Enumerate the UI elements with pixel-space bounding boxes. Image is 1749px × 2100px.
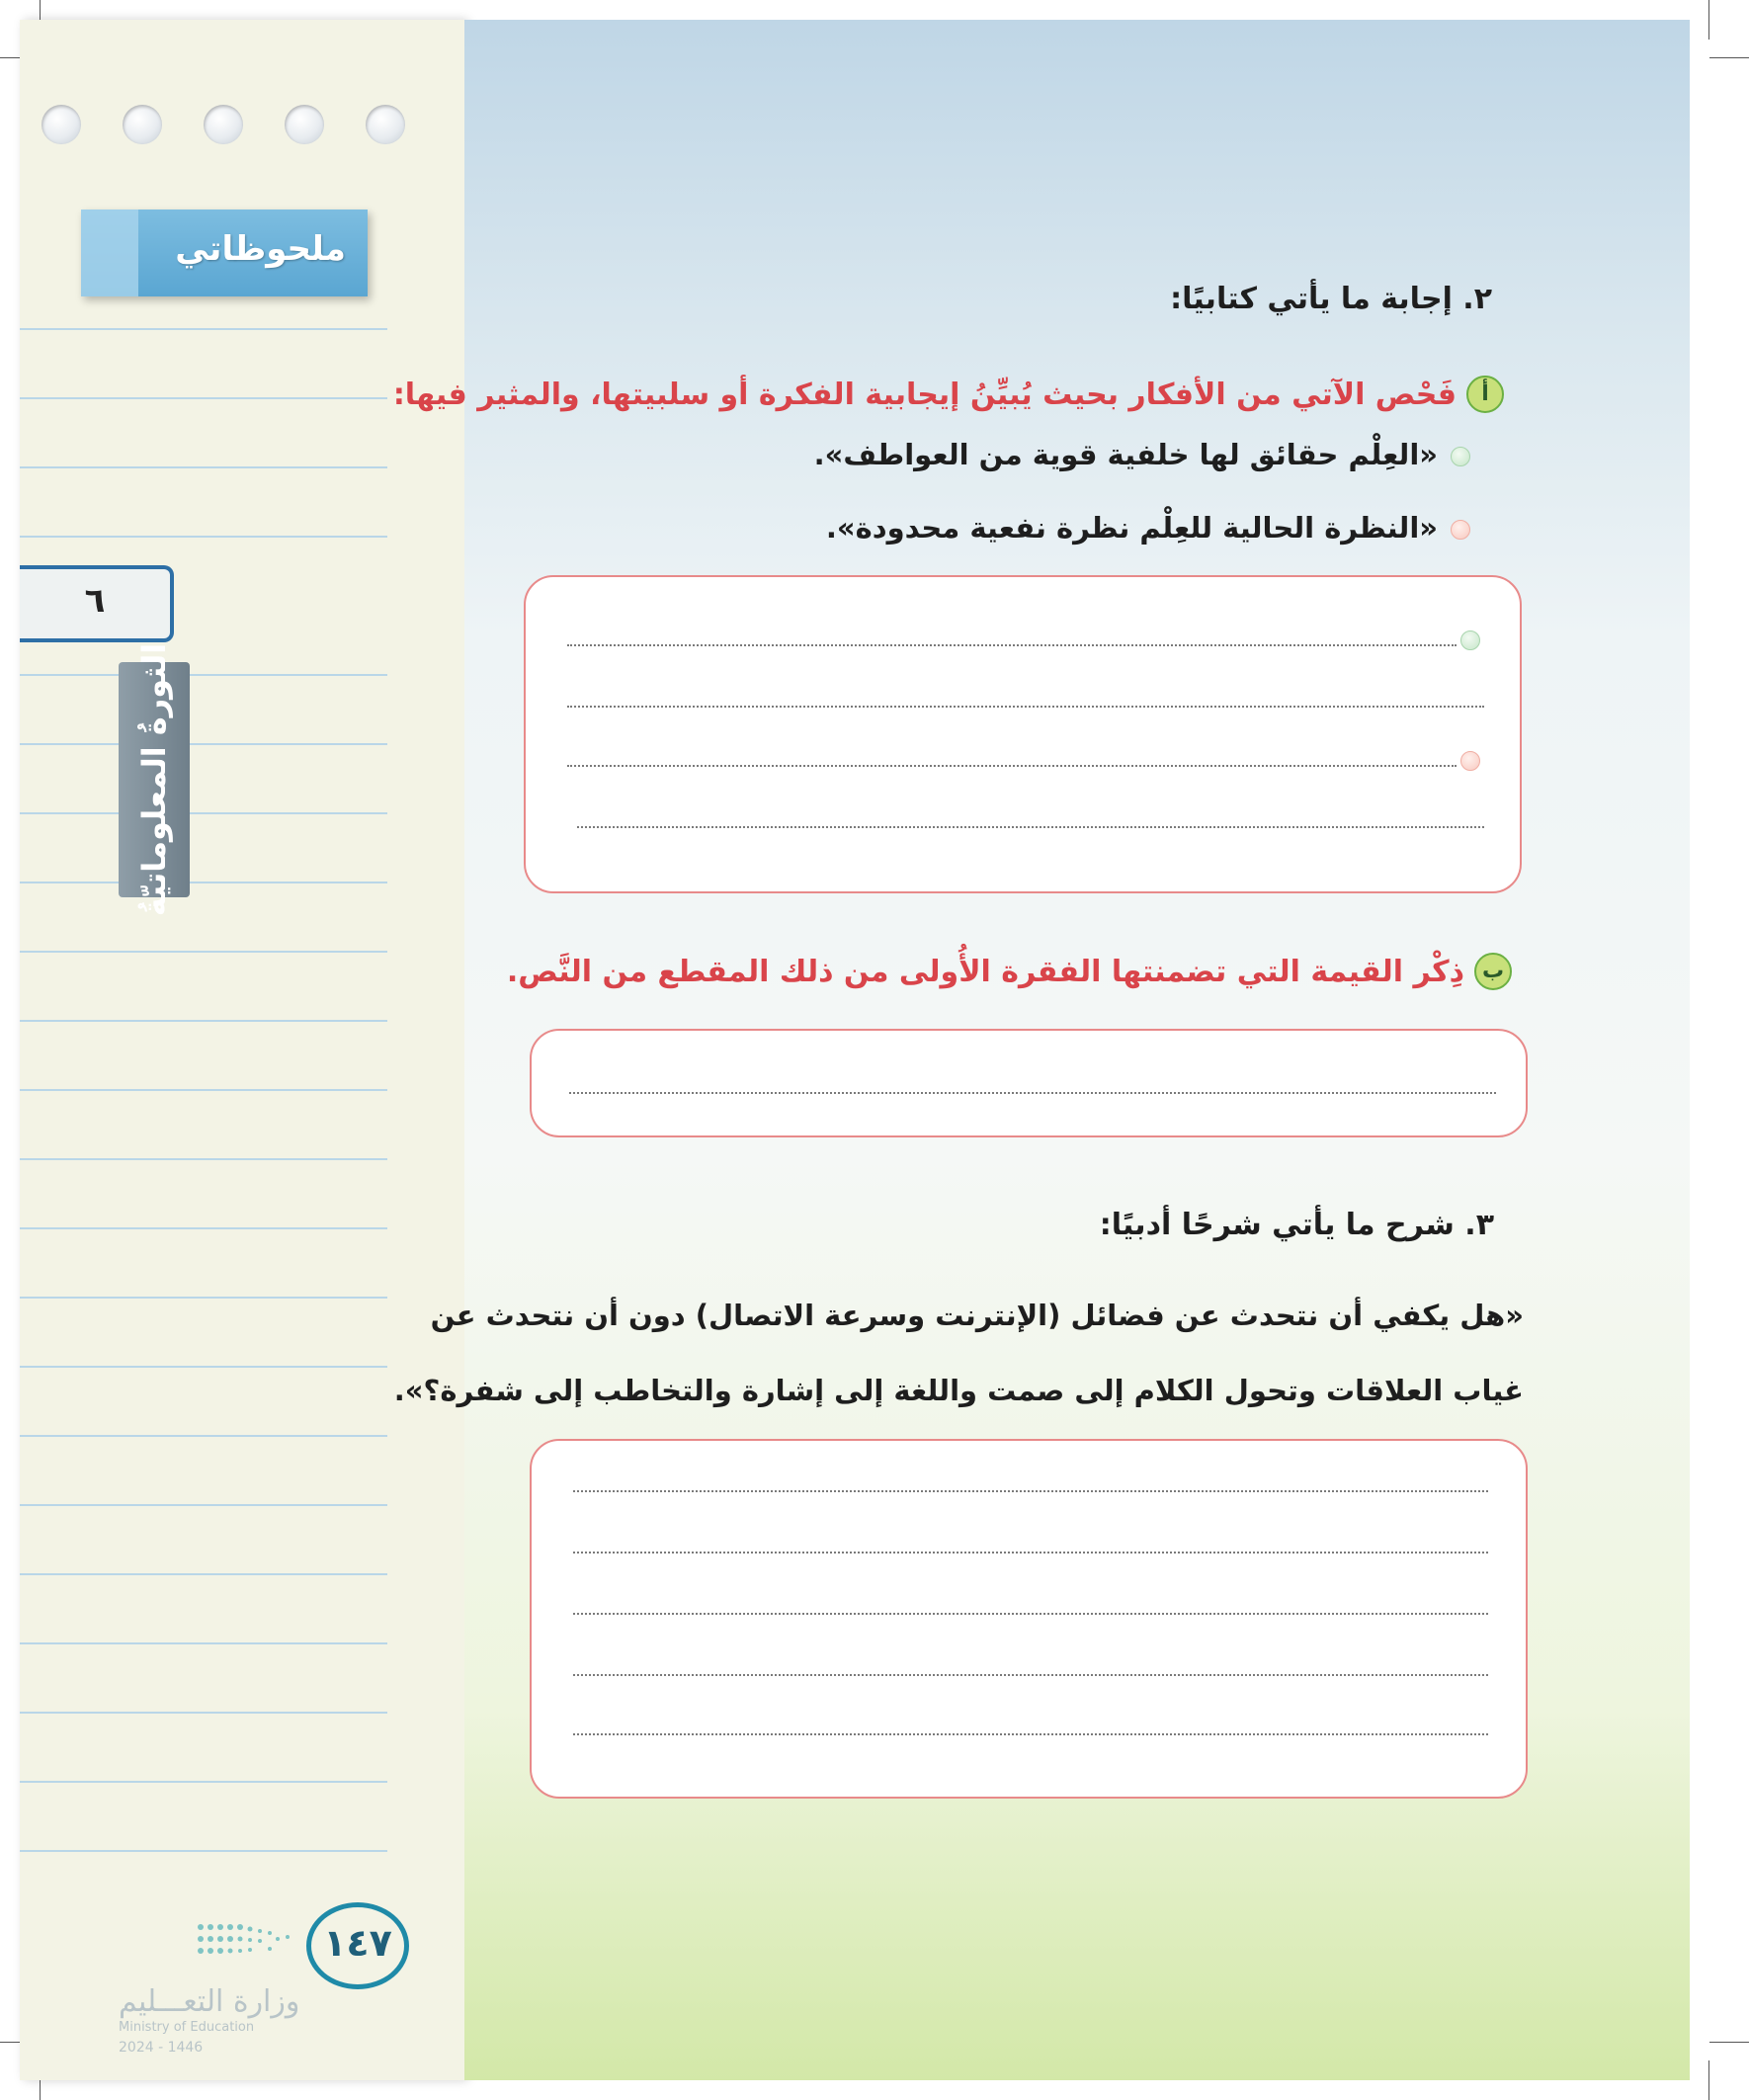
notebook-line — [20, 1712, 387, 1714]
unit-number-box — [20, 565, 174, 642]
binder-hole — [366, 105, 405, 144]
binder-hole — [285, 105, 324, 144]
notebook-line — [20, 1850, 387, 1852]
notebook-line — [20, 536, 387, 538]
crop-mark — [1708, 0, 1709, 40]
part-a-badge: أ — [1466, 376, 1504, 413]
quote-line-1: «هل يكفي أن نتحدث عن فضائل (الإنترنت وسرعة الاتصال) دون أن نتحدث عن — [430, 1299, 1524, 1332]
part-a-instruction: فَحْص الآتي من الأفكار بحيث يُبيِّنُ إيجابية الفكرة أو سلبيتها، والمثير فيها: — [392, 378, 1457, 412]
crop-mark — [1708, 2060, 1709, 2100]
notebook-line — [20, 397, 387, 399]
notebook-line — [20, 1020, 387, 1022]
notes-title: ملحوظاتي — [175, 229, 346, 269]
ministry-name-english: Ministry of Education — [119, 2020, 255, 2035]
exercise-page — [392, 20, 1690, 2080]
answer-line[interactable] — [567, 765, 1457, 767]
notebook-line — [20, 1227, 387, 1229]
binder-hole — [204, 105, 243, 144]
notebook-line — [20, 882, 387, 883]
part-b-badge: ب — [1474, 953, 1512, 990]
section-2-heading: ٢. إجابة ما يأتي كتابيًا: — [1170, 282, 1492, 316]
notebook-line — [20, 1781, 387, 1783]
answer-line[interactable] — [569, 1092, 1496, 1094]
idea-2-bullet — [1451, 520, 1470, 540]
notebook-line — [20, 1504, 387, 1506]
answer-line[interactable] — [567, 644, 1457, 646]
answer-line[interactable] — [567, 706, 1484, 708]
unit-number: ٦ — [84, 581, 106, 621]
section-3-heading: ٣. شرح ما يأتي شرحًا أدبيًا: — [1099, 1208, 1494, 1242]
part-a-answer-box[interactable] — [524, 575, 1522, 893]
idea-2: «النظرة الحالية للعِلْم نظرة نفعية محدودة». — [825, 511, 1438, 545]
binder-hole — [123, 105, 162, 144]
notebook-line — [20, 1297, 387, 1299]
answer-line[interactable] — [573, 1674, 1488, 1676]
unit-title: الثورةُ المعلوماتيّةُ — [135, 642, 173, 917]
answer-line[interactable] — [577, 826, 1484, 828]
part-b-instruction: ذِكْر القيمة التي تضمنتها الفقرة الأُولى من ذلك المقطع من النَّص. — [506, 955, 1464, 989]
notebook-line — [20, 1089, 387, 1091]
notes-header-tab — [81, 210, 368, 296]
notebook-line — [20, 1642, 387, 1644]
answer-2-bullet — [1460, 751, 1480, 771]
notebook-line — [20, 812, 387, 814]
part-b-answer-box[interactable] — [530, 1029, 1528, 1137]
ministry-logo-icon — [193, 1919, 301, 1959]
answer-line[interactable] — [573, 1613, 1488, 1615]
unit-title-tab — [119, 642, 190, 917]
notebook-line — [20, 1573, 387, 1575]
answer-line[interactable] — [573, 1552, 1488, 1554]
answer-line[interactable] — [573, 1733, 1488, 1735]
crop-mark — [1709, 2042, 1749, 2043]
notebook-line — [20, 951, 387, 953]
notebook-line — [20, 1158, 387, 1160]
idea-1: «العِلْم حقائق لها خلفية قوية من العواطف». — [813, 438, 1438, 471]
page-number-badge — [306, 1902, 409, 1989]
notes-sidebar — [20, 20, 464, 2080]
notebook-line — [20, 466, 387, 468]
notebook-line — [20, 743, 387, 745]
ministry-year: 2024 - 1446 — [119, 2040, 204, 2056]
binder-hole — [42, 105, 81, 144]
notebook-line — [20, 1366, 387, 1368]
page-number: ١٤٧ — [323, 1921, 392, 1965]
answer-line[interactable] — [573, 1490, 1488, 1492]
notebook-line — [20, 1435, 387, 1437]
ministry-name-arabic: وزارة التعـــليم — [119, 1984, 300, 2019]
notebook-line — [20, 328, 387, 330]
answer-1-bullet — [1460, 630, 1480, 650]
notebook-line — [20, 674, 387, 676]
idea-1-bullet — [1451, 447, 1470, 466]
section-3-answer-box[interactable] — [530, 1439, 1528, 1799]
crop-mark — [1709, 57, 1749, 58]
quote-line-2: غياب العلاقات وتحول الكلام إلى صمت واللغة إلى إشارة والتخاطب إلى شفرة؟». — [393, 1374, 1524, 1407]
